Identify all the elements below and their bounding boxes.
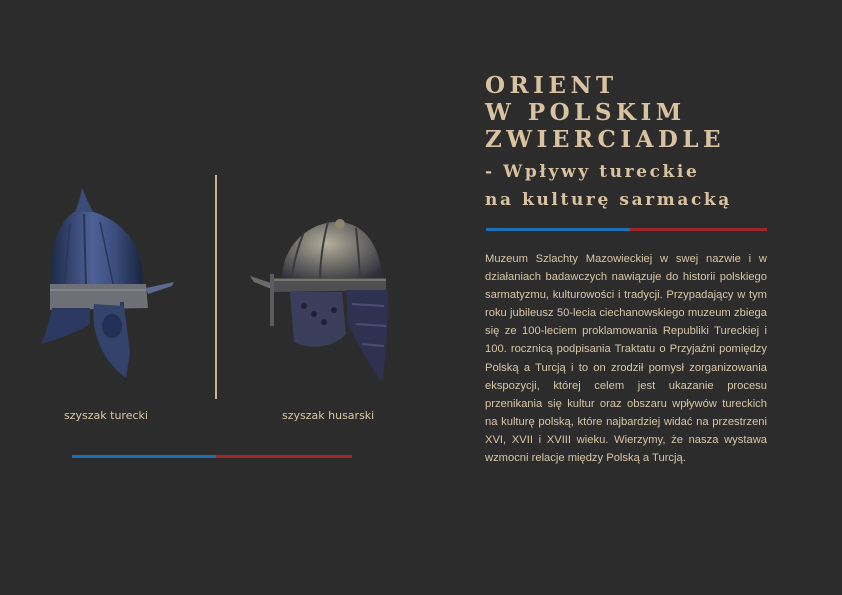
body-paragraph: Muzeum Szlachty Mazowieckiej w swej nazwie i w działaniach badawczych nawiązuje do historii polskiego sarmatyzmu, kulturowości i tradycji. Przypadający w tym roku jubileusz 50-lecia ciechanowskiego muzeum zbiega się ze 100-leciem proklamowania Republiki Tureckiej i 100. rocznicą podpisania Traktatu o Przyjaźni pomiędzy Polską a Turcją i to on zrodził pomysł zorganizowania ekspozycji, której celem jest ukazanie procesu przenikania się kultur oraz obszaru wpływów tureckich na kulturę polską, które najbardziej widać na przestrzeni XVI, XVII i XVIII wieku. Wierzymy, że nasza wystawa wzmocni relacje między Polską a Turcją. bbox=[485, 253, 767, 465]
title-line-3: ZWIERCIADLE bbox=[485, 126, 726, 153]
rule-red-segment bbox=[630, 228, 767, 231]
title-line-1: ORIENT bbox=[485, 72, 618, 99]
rule-red-segment bbox=[216, 455, 352, 458]
decorative-rule-left bbox=[72, 455, 352, 458]
vertical-divider bbox=[215, 175, 217, 399]
rule-blue-segment bbox=[72, 455, 216, 458]
caption-hussar-helmet: szyszak husarski bbox=[282, 409, 375, 422]
rule-blue-segment bbox=[486, 228, 630, 231]
page-title bbox=[485, 72, 725, 153]
decorative-rule-right bbox=[486, 228, 767, 231]
caption-turkish-helmet: szyszak turecki bbox=[64, 409, 148, 422]
title-line-2: W POLSKIM bbox=[485, 99, 686, 126]
page-subtitle bbox=[485, 158, 732, 214]
subtitle-line-1: - Wpływy tureckie bbox=[485, 162, 700, 182]
hussar-helmet-image bbox=[244, 214, 394, 389]
turkish-helmet-image bbox=[34, 184, 184, 384]
subtitle-line-2: na kulturę sarmacką bbox=[485, 190, 732, 210]
